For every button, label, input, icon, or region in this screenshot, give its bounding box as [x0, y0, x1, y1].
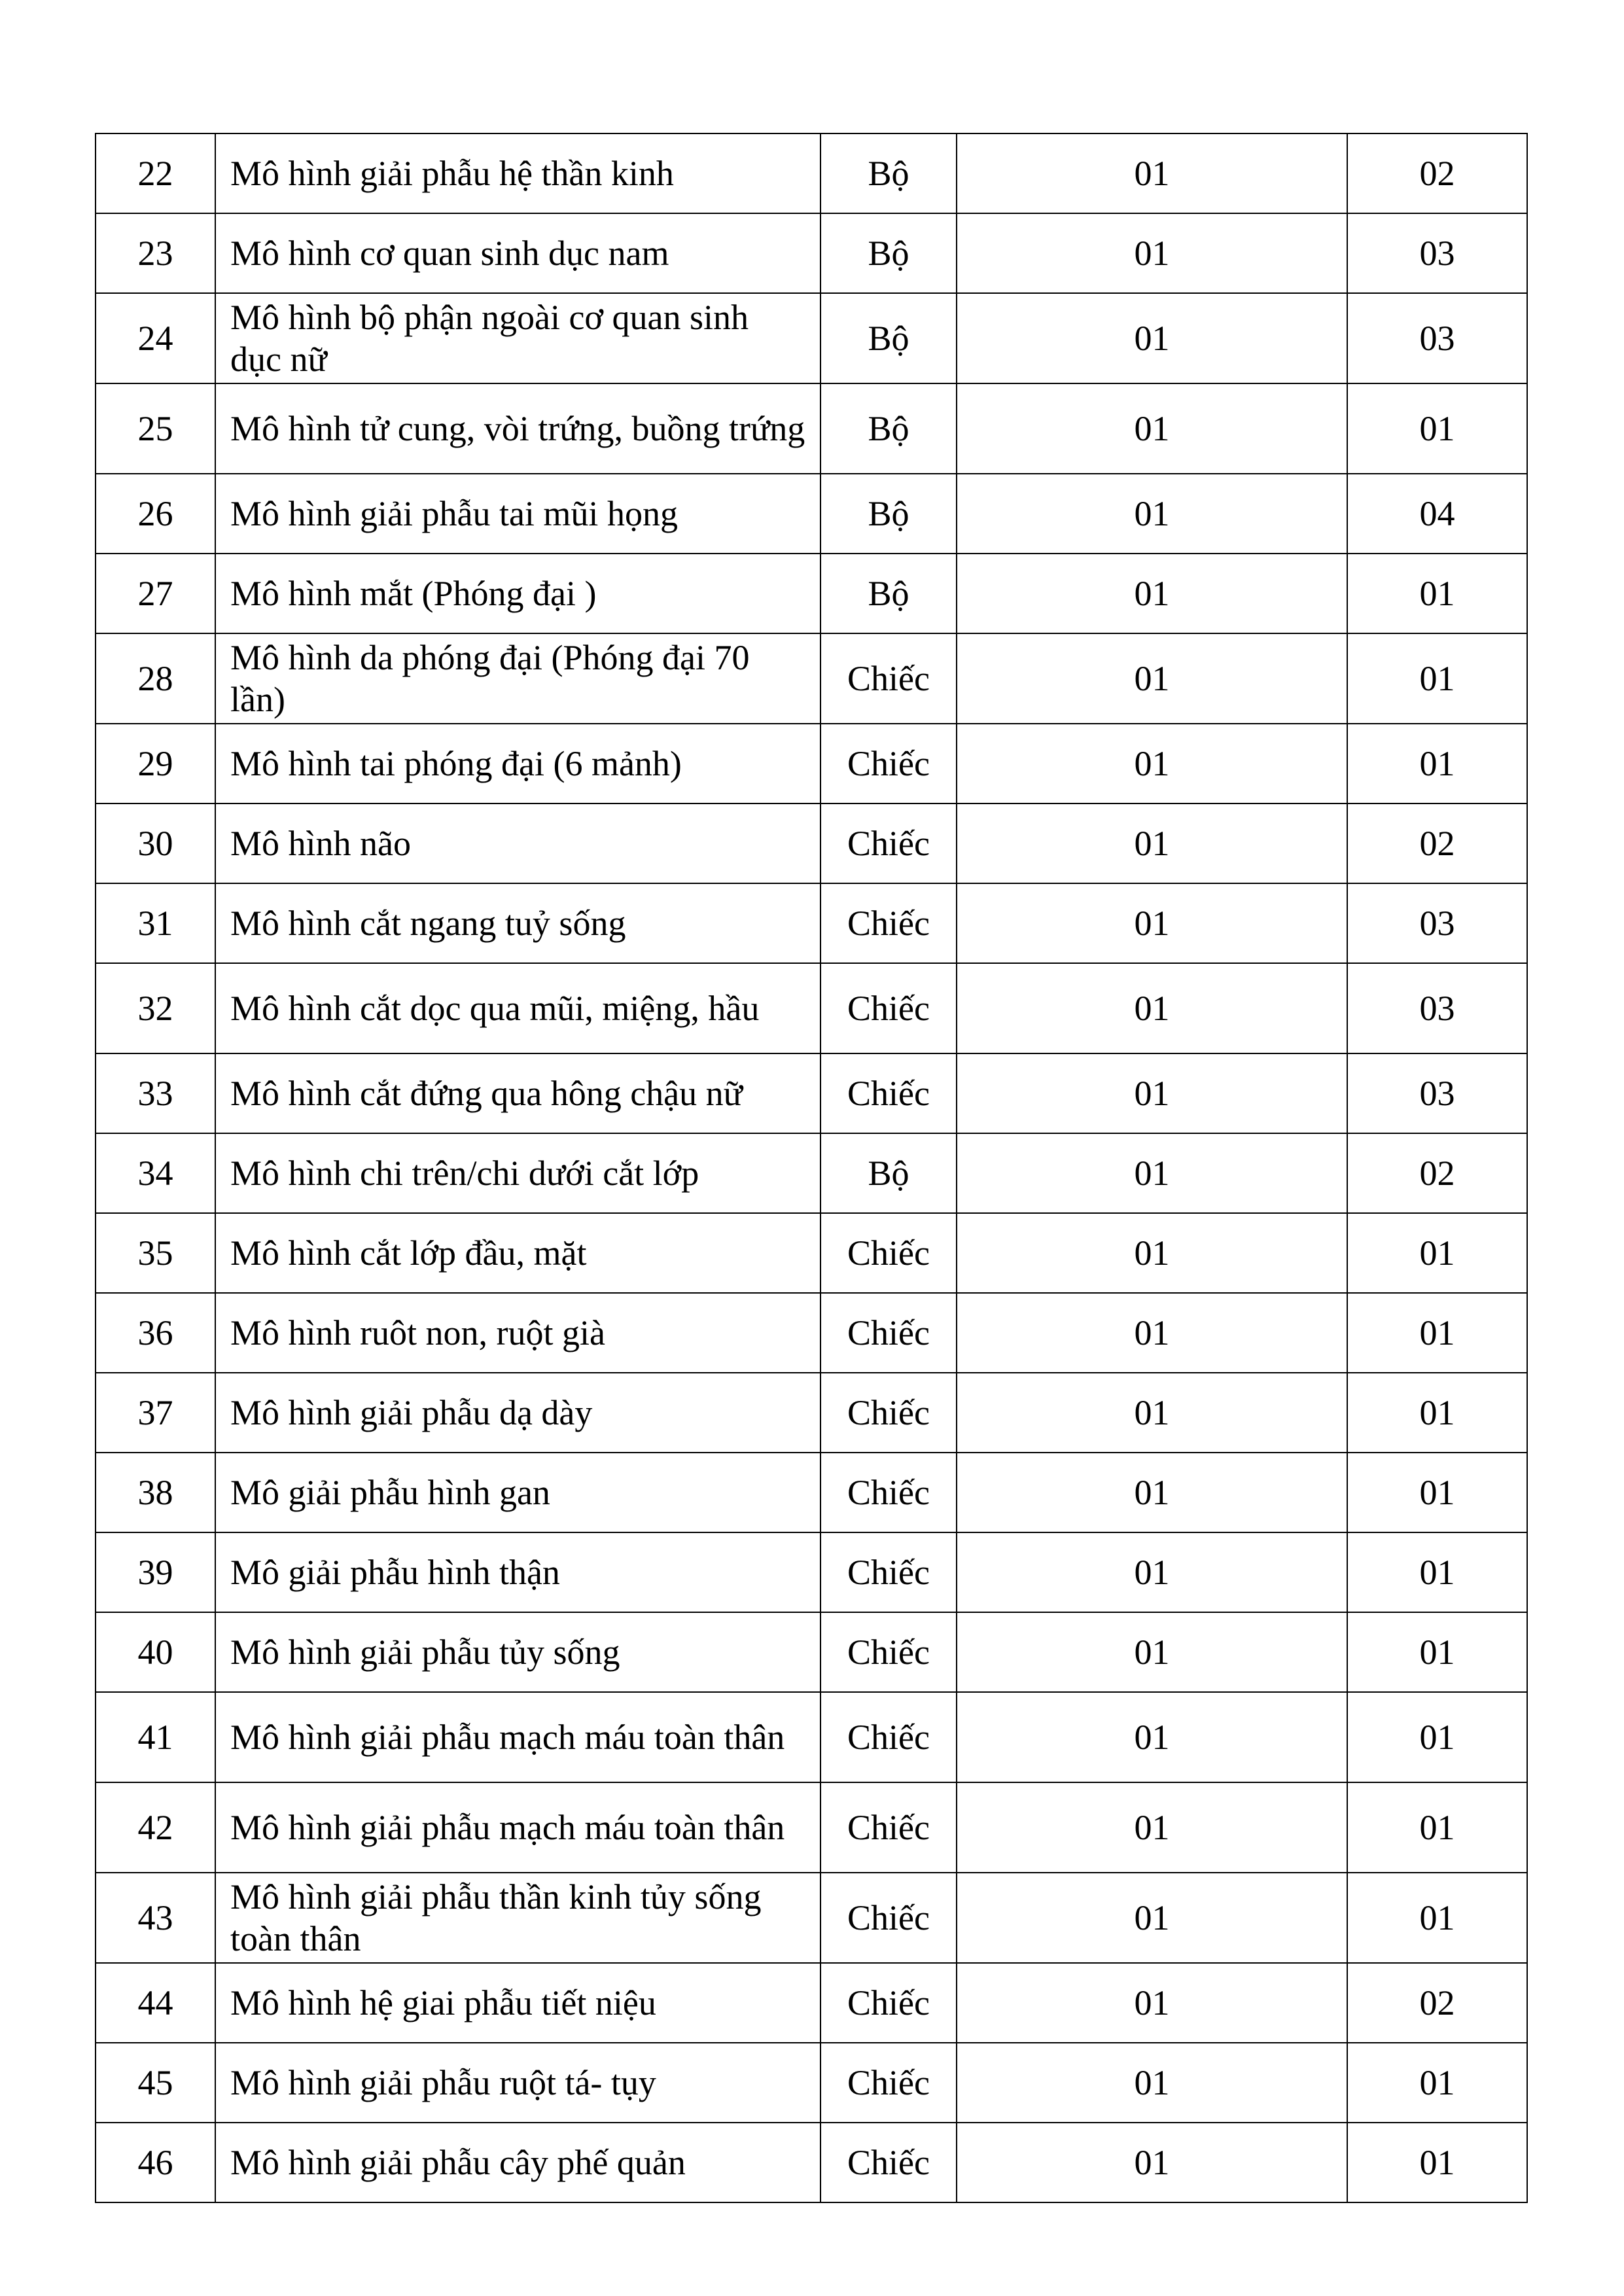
table-body	[96, 133, 1527, 2202]
table-row	[96, 963, 1527, 1053]
row-number-cell: 24	[96, 293, 215, 383]
total-quantity-cell: 02	[1347, 1963, 1527, 2043]
row-number-cell: 41	[96, 1692, 215, 1782]
row-number-cell: 38	[96, 1453, 215, 1532]
unit-cell: Chiếc	[821, 1692, 957, 1782]
unit-cell: Chiếc	[821, 1453, 957, 1532]
total-quantity-cell: 01	[1347, 1692, 1527, 1782]
unit-cell: Bộ	[821, 383, 957, 474]
row-number-cell: 42	[96, 1782, 215, 1873]
total-quantity-cell: 01	[1347, 1873, 1527, 1963]
table-row	[96, 1373, 1527, 1453]
equipment-table	[95, 133, 1528, 2203]
item-name-cell: Mô hình não	[215, 804, 821, 883]
quantity-cell: 01	[957, 1453, 1347, 1532]
table-row	[96, 1963, 1527, 2043]
table-row	[96, 1612, 1527, 1692]
unit-cell: Chiếc	[821, 804, 957, 883]
table-row	[96, 1213, 1527, 1293]
table-row	[96, 2043, 1527, 2123]
quantity-cell: 01	[957, 474, 1347, 554]
row-number-cell: 30	[96, 804, 215, 883]
quantity-cell: 01	[957, 213, 1347, 293]
unit-cell: Bộ	[821, 474, 957, 554]
total-quantity-cell: 01	[1347, 1293, 1527, 1373]
unit-cell: Bộ	[821, 133, 957, 213]
unit-cell: Chiếc	[821, 1373, 957, 1453]
unit-cell: Chiếc	[821, 1963, 957, 2043]
total-quantity-cell: 01	[1347, 554, 1527, 633]
table-row	[96, 1453, 1527, 1532]
item-name-cell: Mô hình giải phẫu thần kinh tủy sống toàn thân	[215, 1873, 821, 1963]
row-number-cell: 26	[96, 474, 215, 554]
row-number-cell: 22	[96, 133, 215, 213]
row-number-cell: 37	[96, 1373, 215, 1453]
total-quantity-cell: 01	[1347, 1213, 1527, 1293]
unit-cell: Chiếc	[821, 1213, 957, 1293]
quantity-cell: 01	[957, 1053, 1347, 1133]
table-row	[96, 1293, 1527, 1373]
table-row	[96, 1692, 1527, 1782]
item-name-cell: Mô hình giải phẫu cây phế quản	[215, 2123, 821, 2202]
quantity-cell: 01	[957, 1293, 1347, 1373]
total-quantity-cell: 03	[1347, 213, 1527, 293]
table-row	[96, 633, 1527, 724]
item-name-cell: Mô hình cắt lớp đầu, mặt	[215, 1213, 821, 1293]
unit-cell: Chiếc	[821, 1293, 957, 1373]
item-name-cell: Mô hình hệ giai phẫu tiết niệu	[215, 1963, 821, 2043]
document-page	[95, 133, 1527, 2203]
unit-cell: Chiếc	[821, 883, 957, 963]
table-row	[96, 213, 1527, 293]
item-name-cell: Mô hình tai phóng đại (6 mảnh)	[215, 724, 821, 804]
quantity-cell: 01	[957, 883, 1347, 963]
table-row	[96, 1133, 1527, 1213]
quantity-cell: 01	[957, 383, 1347, 474]
quantity-cell: 01	[957, 293, 1347, 383]
quantity-cell: 01	[957, 1213, 1347, 1293]
row-number-cell: 28	[96, 633, 215, 724]
total-quantity-cell: 01	[1347, 1612, 1527, 1692]
quantity-cell: 01	[957, 2123, 1347, 2202]
unit-cell: Bộ	[821, 554, 957, 633]
quantity-cell: 01	[957, 1692, 1347, 1782]
row-number-cell: 29	[96, 724, 215, 804]
item-name-cell: Mô hình giải phẫu tai mũi họng	[215, 474, 821, 554]
table-row	[96, 1873, 1527, 1963]
item-name-cell: Mô hình tử cung, vòi trứng, buồng trứng	[215, 383, 821, 474]
quantity-cell: 01	[957, 1963, 1347, 2043]
item-name-cell: Mô hình mắt (Phóng đại )	[215, 554, 821, 633]
quantity-cell: 01	[957, 133, 1347, 213]
table-row	[96, 1053, 1527, 1133]
total-quantity-cell: 01	[1347, 1373, 1527, 1453]
table-row	[96, 1782, 1527, 1873]
table-row	[96, 383, 1527, 474]
row-number-cell: 33	[96, 1053, 215, 1133]
total-quantity-cell: 01	[1347, 2123, 1527, 2202]
unit-cell: Bộ	[821, 213, 957, 293]
row-number-cell: 25	[96, 383, 215, 474]
unit-cell: Chiếc	[821, 2123, 957, 2202]
item-name-cell: Mô hình giải phẫu tủy sống	[215, 1612, 821, 1692]
quantity-cell: 01	[957, 1612, 1347, 1692]
item-name-cell: Mô hình cắt dọc qua mũi, miệng, hầu	[215, 963, 821, 1053]
table-row	[96, 474, 1527, 554]
row-number-cell: 27	[96, 554, 215, 633]
quantity-cell: 01	[957, 1133, 1347, 1213]
unit-cell: Bộ	[821, 1133, 957, 1213]
item-name-cell: Mô hình cơ quan sinh dục nam	[215, 213, 821, 293]
total-quantity-cell: 01	[1347, 1782, 1527, 1873]
total-quantity-cell: 01	[1347, 383, 1527, 474]
total-quantity-cell: 02	[1347, 804, 1527, 883]
row-number-cell: 46	[96, 2123, 215, 2202]
row-number-cell: 45	[96, 2043, 215, 2123]
unit-cell: Chiếc	[821, 2043, 957, 2123]
quantity-cell: 01	[957, 1873, 1347, 1963]
total-quantity-cell: 02	[1347, 1133, 1527, 1213]
item-name-cell: Mô hình giải phẫu mạch máu toàn thân	[215, 1782, 821, 1873]
row-number-cell: 40	[96, 1612, 215, 1692]
item-name-cell: Mô hình chi trên/chi dưới cắt lớp	[215, 1133, 821, 1213]
item-name-cell: Mô hình cắt ngang tuỷ sống	[215, 883, 821, 963]
item-name-cell: Mô hình giải phẫu dạ dày	[215, 1373, 821, 1453]
item-name-cell: Mô giải phẫu hình thận	[215, 1532, 821, 1612]
row-number-cell: 23	[96, 213, 215, 293]
unit-cell: Chiếc	[821, 1612, 957, 1692]
table-row	[96, 883, 1527, 963]
table-row	[96, 804, 1527, 883]
total-quantity-cell: 03	[1347, 1053, 1527, 1133]
unit-cell: Chiếc	[821, 633, 957, 724]
table-row	[96, 724, 1527, 804]
item-name-cell: Mô hình ruôt non, ruột già	[215, 1293, 821, 1373]
total-quantity-cell: 04	[1347, 474, 1527, 554]
quantity-cell: 01	[957, 804, 1347, 883]
table-row	[96, 554, 1527, 633]
total-quantity-cell: 02	[1347, 133, 1527, 213]
unit-cell: Chiếc	[821, 1782, 957, 1873]
row-number-cell: 36	[96, 1293, 215, 1373]
item-name-cell: Mô hình giải phẫu hệ thần kinh	[215, 133, 821, 213]
quantity-cell: 01	[957, 554, 1347, 633]
row-number-cell: 44	[96, 1963, 215, 2043]
table-row	[96, 1532, 1527, 1612]
row-number-cell: 34	[96, 1133, 215, 1213]
item-name-cell: Mô hình giải phẫu mạch máu toàn thân	[215, 1692, 821, 1782]
item-name-cell: Mô hình da phóng đại (Phóng đại 70 lần)	[215, 633, 821, 724]
quantity-cell: 01	[957, 1373, 1347, 1453]
total-quantity-cell: 01	[1347, 1532, 1527, 1612]
item-name-cell: Mô hình giải phẫu ruột tá- tụy	[215, 2043, 821, 2123]
item-name-cell: Mô giải phẫu hình gan	[215, 1453, 821, 1532]
unit-cell: Chiếc	[821, 1053, 957, 1133]
unit-cell: Bộ	[821, 293, 957, 383]
row-number-cell: 35	[96, 1213, 215, 1293]
total-quantity-cell: 01	[1347, 633, 1527, 724]
table-row	[96, 133, 1527, 213]
row-number-cell: 39	[96, 1532, 215, 1612]
total-quantity-cell: 03	[1347, 883, 1527, 963]
quantity-cell: 01	[957, 963, 1347, 1053]
row-number-cell: 31	[96, 883, 215, 963]
row-number-cell: 32	[96, 963, 215, 1053]
item-name-cell: Mô hình bộ phận ngoài cơ quan sinh dục nữ	[215, 293, 821, 383]
item-name-cell: Mô hình cắt đứng qua hông chậu nữ	[215, 1053, 821, 1133]
quantity-cell: 01	[957, 2043, 1347, 2123]
unit-cell: Chiếc	[821, 1873, 957, 1963]
total-quantity-cell: 03	[1347, 293, 1527, 383]
quantity-cell: 01	[957, 1782, 1347, 1873]
table-row	[96, 293, 1527, 383]
quantity-cell: 01	[957, 633, 1347, 724]
row-number-cell: 43	[96, 1873, 215, 1963]
total-quantity-cell: 01	[1347, 1453, 1527, 1532]
unit-cell: Chiếc	[821, 963, 957, 1053]
unit-cell: Chiếc	[821, 1532, 957, 1612]
unit-cell: Chiếc	[821, 724, 957, 804]
quantity-cell: 01	[957, 1532, 1347, 1612]
total-quantity-cell: 03	[1347, 963, 1527, 1053]
quantity-cell: 01	[957, 724, 1347, 804]
table-row	[96, 2123, 1527, 2202]
total-quantity-cell: 01	[1347, 724, 1527, 804]
total-quantity-cell: 01	[1347, 2043, 1527, 2123]
